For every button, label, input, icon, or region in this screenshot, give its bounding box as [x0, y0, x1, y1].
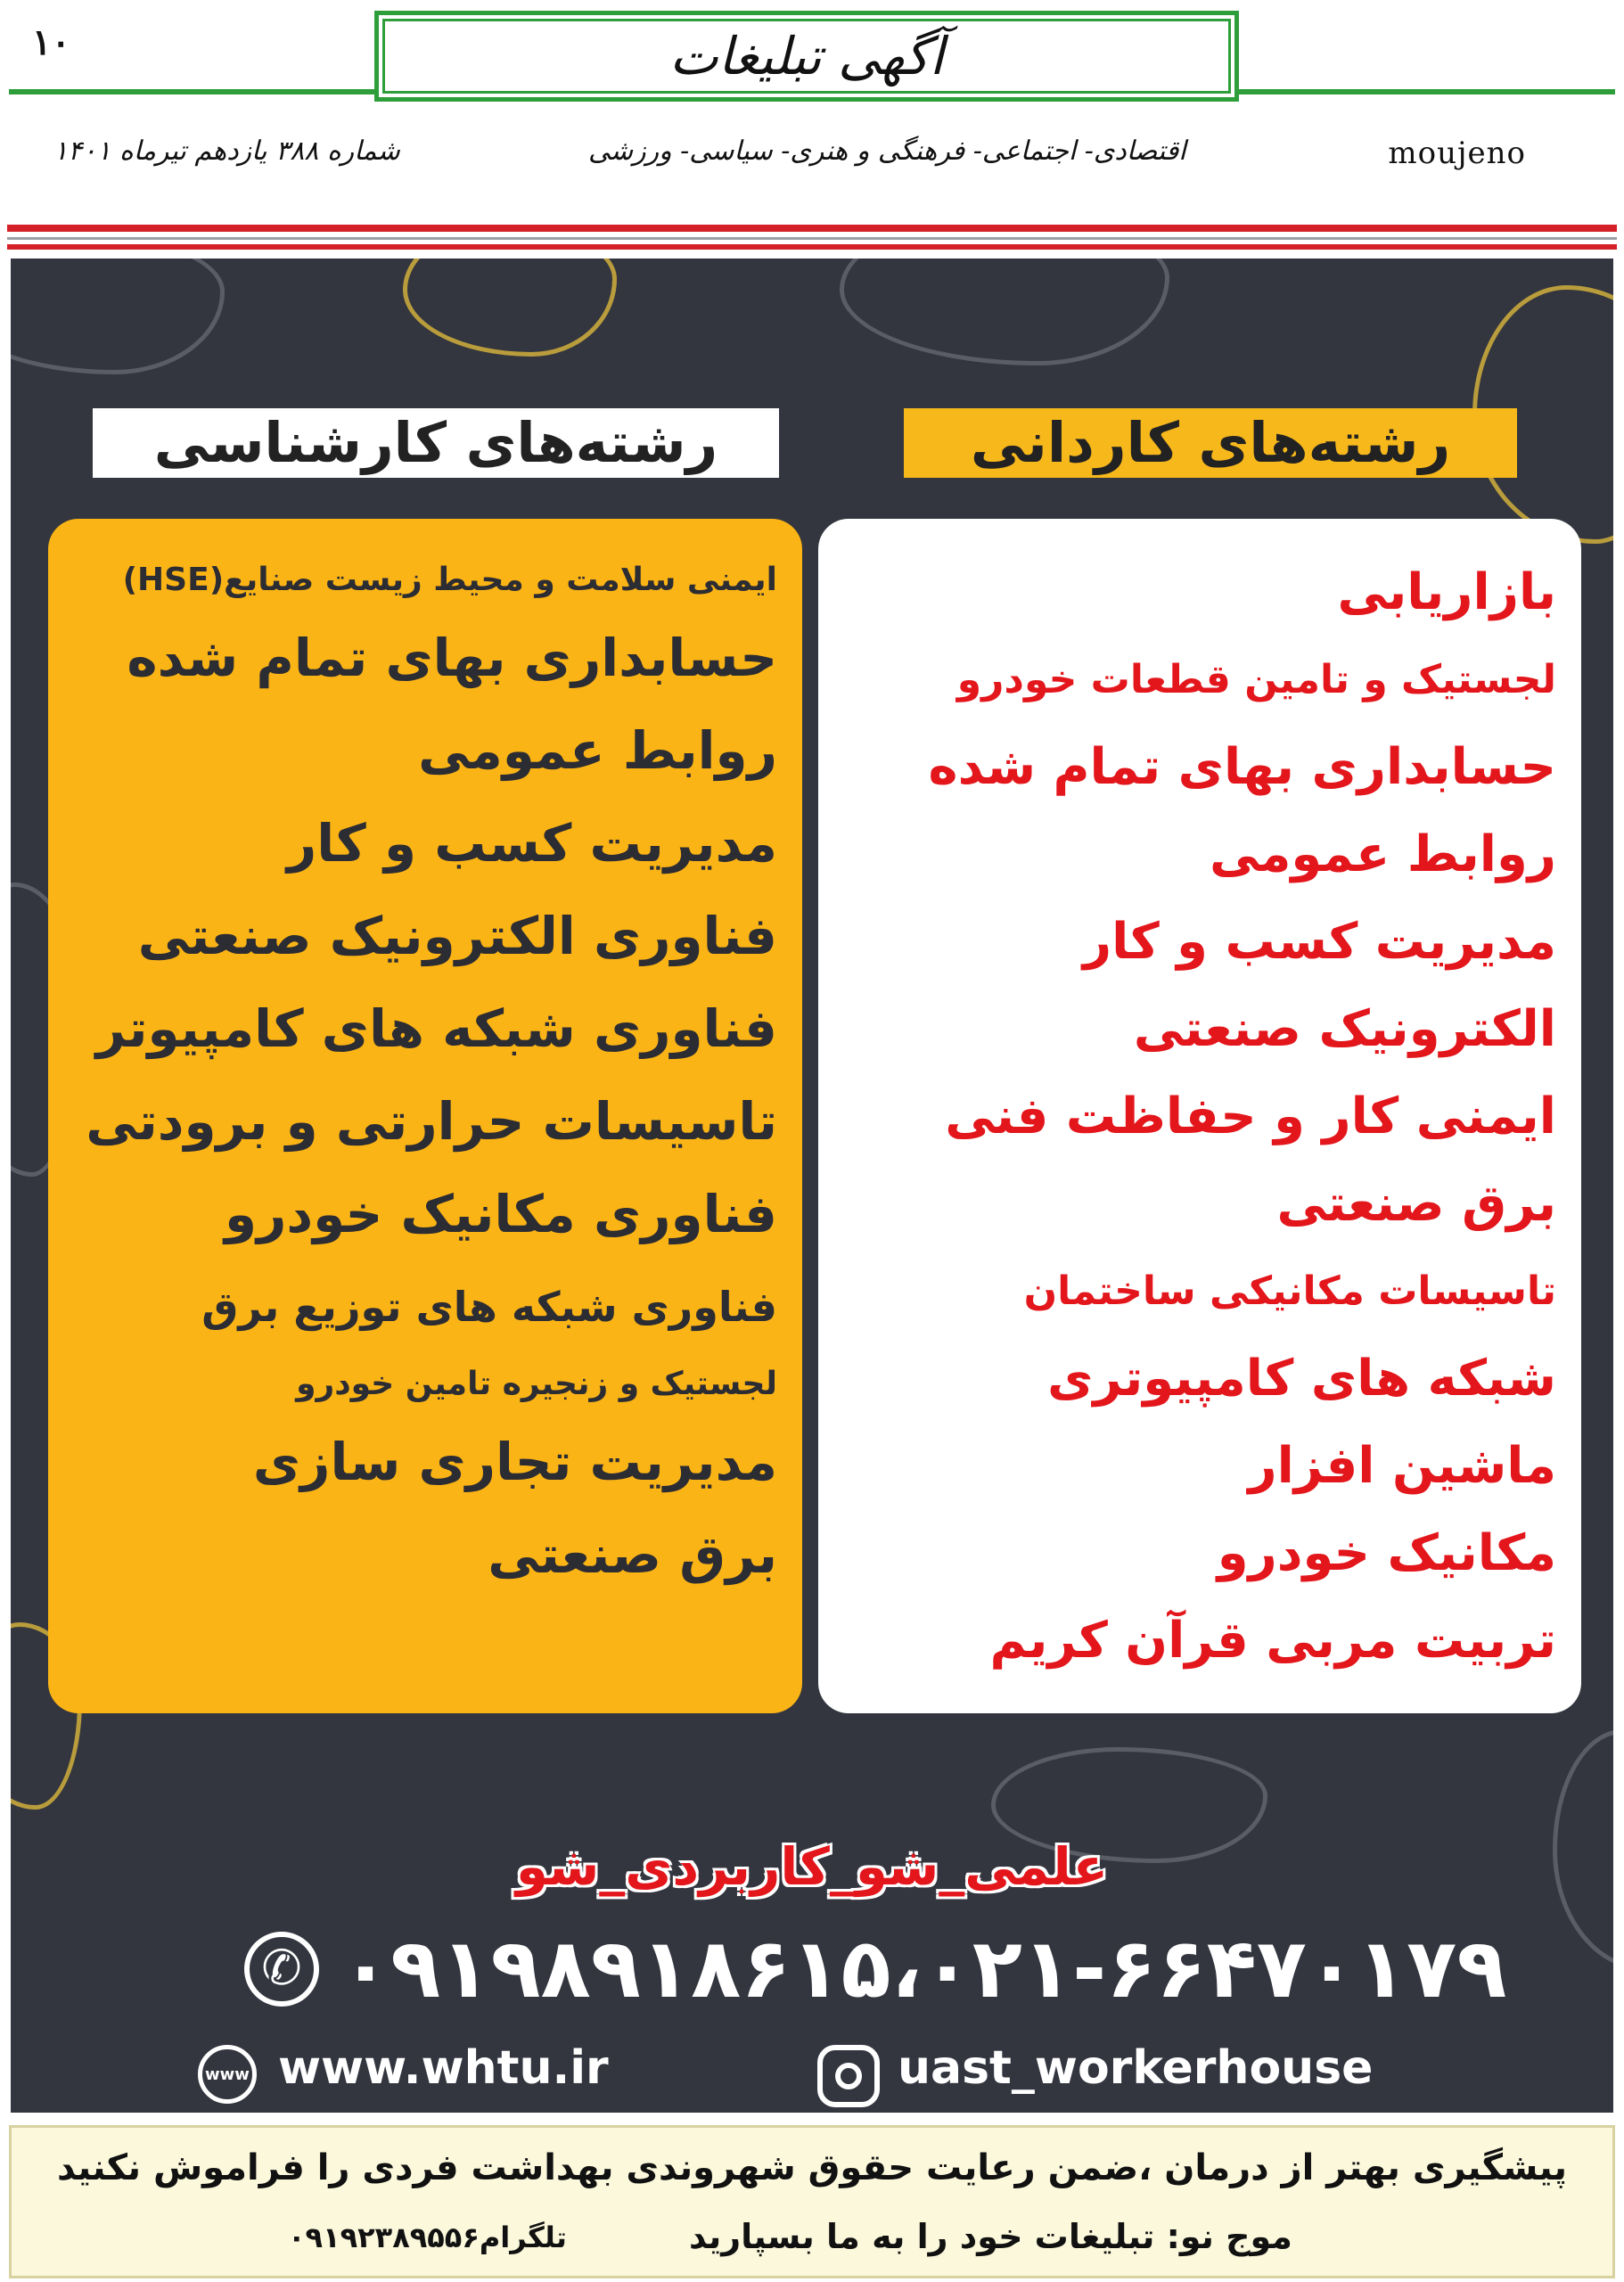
list-item: مکانیک خودرو [1217, 1524, 1556, 1582]
phone-numbers [340, 1921, 1506, 2016]
bachelor-programs-list [48, 519, 802, 1713]
phone-numbers-text: ۰۹۱۹۸۹۱۸۶۱۵،۰۲۱-۶۶۴۷۰۱۷۹ [340, 1921, 1507, 2016]
list-item: برق صنعتی [1276, 1175, 1556, 1233]
list-item: شبکه های کامپیوتری [1047, 1350, 1556, 1408]
instagram-handle[interactable]: uast_workerhouse [898, 2041, 1374, 2095]
globe-icon [198, 2045, 257, 2104]
list-item: تربیت مربی قرآن کریم [989, 1612, 1556, 1670]
list-item: حسابداری بهای تمام شده [127, 628, 777, 688]
list-item: فناوری الکترونیک صنعتی [137, 906, 777, 966]
website-link[interactable]: www.whtu.ir [278, 2041, 609, 2095]
footer-banner [9, 2125, 1615, 2278]
footer-ad-invite: موج نو: تبلیغات خود را به ما بسپارید [689, 2217, 1292, 2256]
list-item: ماشین افزار [1248, 1437, 1556, 1495]
list-item: فناوری شبکه های کامپیوتر [95, 998, 777, 1059]
list-item: لجستیک و زنجیره تامین خودرو [296, 1366, 777, 1402]
issue-info: شماره ۳۸۸ یازدهم تیرماه ۱۴۰۱ [53, 135, 400, 167]
page-number: ۱۰ [32, 21, 70, 63]
footer-health-message: پیشگیری بهتر از درمان ،ضمن رعایت حقوق شهروندی بهداشت فردی را فراموش نکنید [56, 2147, 1568, 2188]
list-item: الکترونیک صنعتی [1133, 1000, 1556, 1058]
header-red-rule [7, 225, 1617, 232]
brand-name: moujeno [1388, 135, 1526, 171]
slogan: علمی_شو_کاربردی_شو [515, 1836, 1109, 1897]
advertisement-poster [11, 259, 1613, 2113]
associate-programs-list [818, 519, 1581, 1713]
decorative-loop [840, 259, 1169, 365]
decorative-loop [11, 259, 225, 374]
list-item: حسابداری بهای تمام شده [928, 738, 1556, 796]
header-gray-rule [7, 237, 1617, 240]
list-item: ایمنی کار و حفاظت فنی [945, 1088, 1556, 1145]
masthead-title-box [374, 11, 1239, 102]
list-item: مدیریت کسب و کار [1082, 913, 1556, 971]
list-item: ایمنی سلامت و محیط زیست صنایع(HSE) [122, 562, 777, 598]
list-item: فناوری شبکه های توزیع برق [201, 1283, 777, 1331]
masthead-title: آگهی تبلیغات [669, 26, 944, 86]
list-item: تاسیسات حرارتی و برودتی [86, 1091, 777, 1152]
associate-heading: رشته‌های کاردانی [904, 408, 1517, 478]
list-item: فناوری مکانیک خودرو [224, 1184, 777, 1244]
instagram-icon [817, 2045, 880, 2107]
list-item: تاسیسات مکانیکی ساختمان [1023, 1268, 1556, 1314]
bachelor-heading: رشته‌های کارشناسی [93, 408, 779, 478]
phone-icon: ✆ [244, 1932, 319, 2007]
list-item: مدیریت تجاری سازی [252, 1432, 777, 1492]
list-item: برق صنعتی [488, 1524, 777, 1585]
list-item: بازاریابی [1337, 563, 1556, 621]
list-item: لجستیک و تامین قطعات خودرو [956, 657, 1556, 702]
list-item: روابط عمومی [418, 720, 777, 781]
header-red-rule-2 [7, 244, 1617, 250]
list-item: مدیریت کسب و کار [286, 813, 777, 874]
decorative-loop [403, 259, 617, 357]
footer-telegram: تلگرام۰۹۱۹۲۳۸۹۵۵۶ [288, 2220, 567, 2254]
list-item: روابط عمومی [1210, 825, 1556, 883]
globe-icon-label: www [205, 2065, 250, 2084]
topics-line: اقتصادی- اجتماعی- فرهنگی و هنری- سیاسی- ورزشی [588, 135, 1186, 167]
